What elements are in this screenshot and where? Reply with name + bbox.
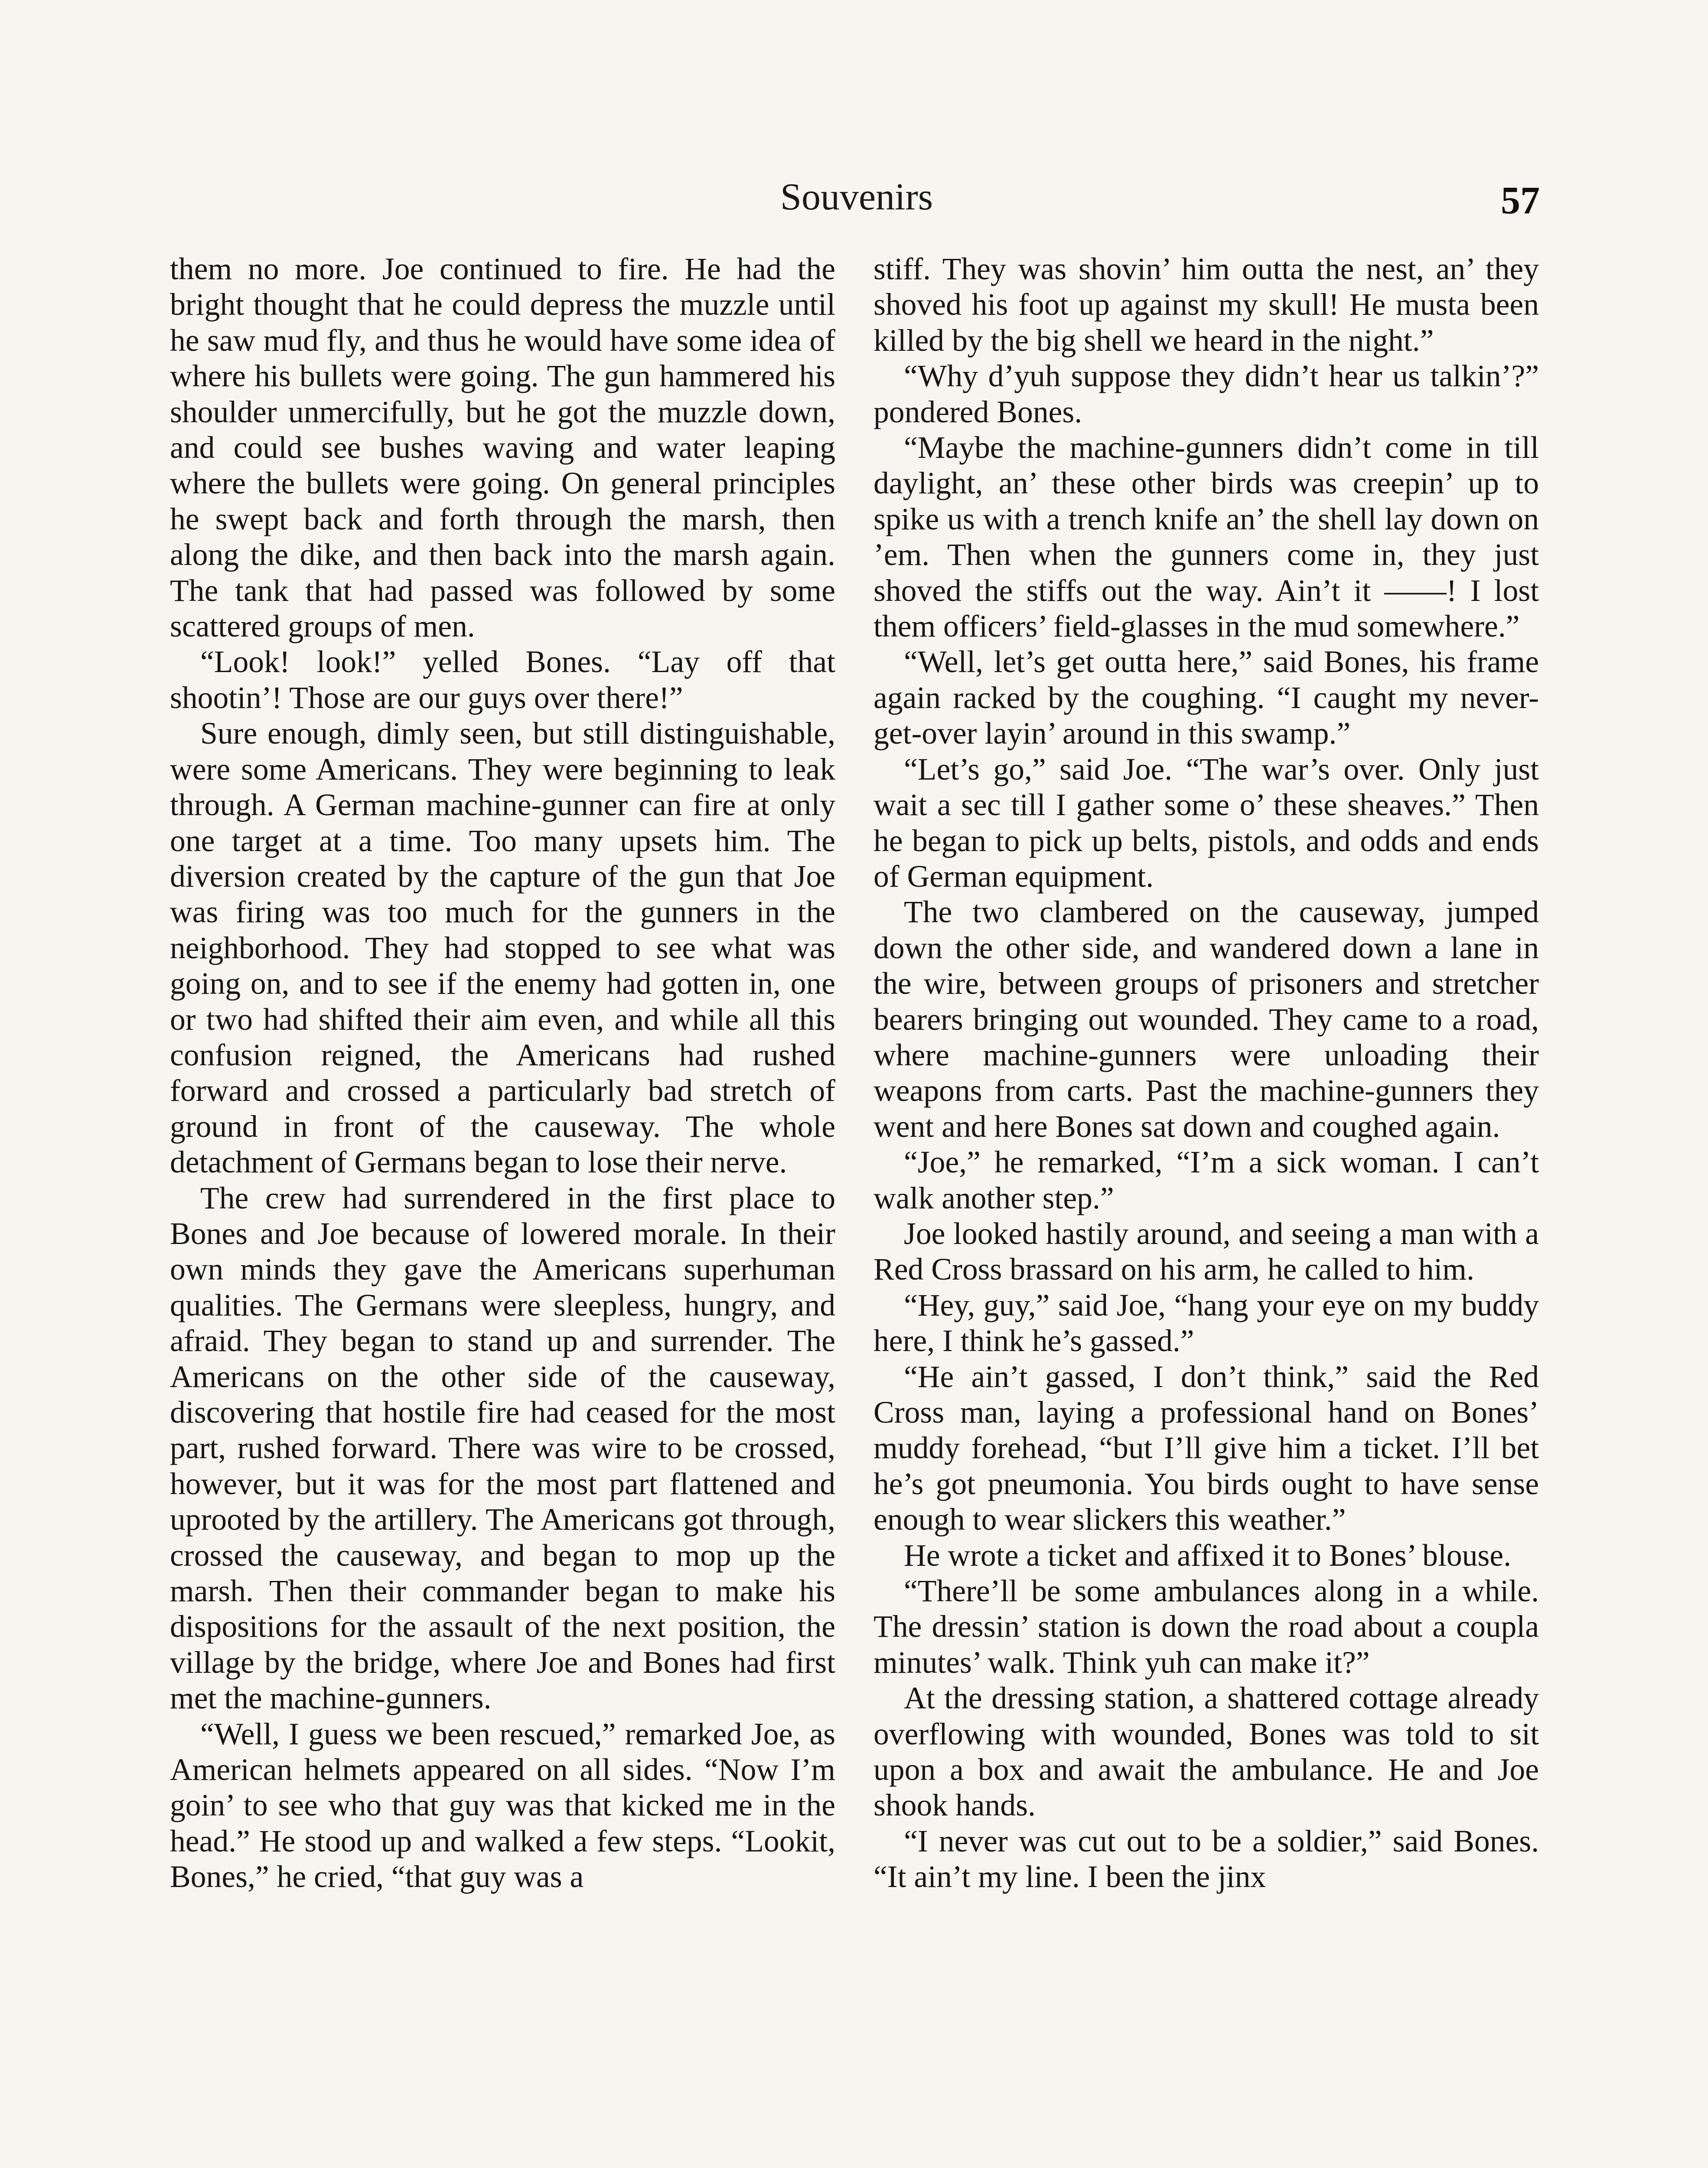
paragraph: “Why d’yuh suppose they didn’t hear us talkin’?” pondered Bones. <box>874 359 1539 429</box>
paragraph: At the dressing station, a shattered cottage already overflowing with wounded, Bones was told to sit upon a box and await the ambulance. He and Joe shook hands. <box>874 1681 1539 1823</box>
paragraph: Joe looked hastily around, and seeing a man with a Red Cross brassard on his arm, he called to him. <box>874 1216 1539 1287</box>
paragraph: them no more. Joe continued to fire. He had the bright thought that he could depress the muzzle until he saw mud fly, and thus he would have some idea of where his bullets were going. The gun hammered his shoulder unmercifully, but he got the muzzle down, and could see bushes waving and water leaping where the bullets were going. On general principles he swept back and forth through the marsh, then along the dike, and then back into the marsh again. The tank that had passed was followed by some scattered groups of men. <box>170 252 835 644</box>
paragraph: “Hey, guy,” said Joe, “hang your eye on my buddy here, I think he’s gassed.” <box>874 1288 1539 1358</box>
paragraph: “I never was cut out to be a soldier,” said Bones. “It ain’t my line. I been the jinx <box>874 1824 1539 1894</box>
paragraph: “Well, I guess we been rescued,” remarked Joe, as American helmets appeared on all sides. “Now I’m goin’ to see who that guy was that kicked me in the head.” He stood up and walked a few steps. “Lookit, Bones,” he cried, “that guy was a <box>170 1717 835 1894</box>
left-text-column <box>170 251 835 1895</box>
right-text-column <box>874 251 1539 1895</box>
paragraph: The crew had surrendered in the first place to Bones and Joe because of lowered morale. In their own minds they gave the Americans superhuman qualities. The Germans were sleepless, hungry, and afraid. They began to stand up and surrender. The Americans on the other side of the causeway, discovering that hostile fire had ceased for the most part, rushed forward. There was wire to be crossed, however, but it was for the most part flattened and uprooted by the artillery. The Americans got through, crossed the causeway, and began to mop up the marsh. Then their commander began to make his dispositions for the assault of the next position, the village by the bridge, where Joe and Bones had first met the machine-gunners. <box>170 1181 835 1716</box>
paragraph: stiff. They was shovin’ him outta the nest, an’ they shoved his foot up against my skull! He musta been killed by the big shell we heard in the night.” <box>874 252 1539 358</box>
paragraph: “Well, let’s get outta here,” said Bones, his frame again racked by the coughing. “I caught my never-get-over layin’ around in this swamp.” <box>874 645 1539 751</box>
paragraph: “Look! look!” yelled Bones. “Lay off that shootin’! Those are our guys over there!” <box>170 645 835 715</box>
paragraph: He wrote a ticket and affixed it to Bones’ blouse. <box>904 1538 1511 1573</box>
page-header <box>173 173 1540 234</box>
paragraph: “He ain’t gassed, I don’t think,” said the Red Cross man, laying a professional hand on Bones’ muddy forehead, “but I’ll give him a ticket. I’ll bet he’s got pneumonia. You birds ought to have sense enough to wear slickers this weather.” <box>874 1359 1539 1537</box>
paragraph: “Joe,” he remarked, “I’m a sick woman. I can’t walk another step.” <box>874 1145 1539 1215</box>
paragraph: “Let’s go,” said Joe. “The war’s over. Only just wait a sec till I gather some o’ these sheaves.” Then he began to pick up belts, pistols, and odds and ends of German equipment. <box>874 752 1539 894</box>
paragraph: Sure enough, dimly seen, but still distinguishable, were some Americans. They were beginning to leak through. A German machine-gunner can fire at only one target at a time. Too many upsets him. The diversion created by the capture of the gun that Joe was firing was too much for the gunners in the neighborhood. They had stopped to see what was going on, and to see if the enemy had gotten in, one or two had shifted their aim even, and while all this confusion reigned, the Americans had rushed forward and crossed a particularly bad stretch of ground in front of the causeway. The whole detachment of Germans began to lose their nerve. <box>170 716 835 1180</box>
page-number: 57 <box>1501 179 1540 222</box>
paragraph: “Maybe the machine-gunners didn’t come in till daylight, an’ these other birds was creepin’ up to spike us with a trench knife an’ the shell lay down on ’em. Then when the gunners come in, they just shoved the stiffs out the way. Ain’t it ——! I lost them officers’ field-glasses in the mud somewhere.” <box>874 431 1539 644</box>
paragraph: “There’ll be some ambulances along in a while. The dressin’ station is down the road about a coupla minutes’ walk. Think yuh can make it?” <box>874 1574 1539 1680</box>
running-title: Souvenirs <box>780 176 933 218</box>
paragraph: The two clambered on the causeway, jumped down the other side, and wandered down a lane in the wire, between groups of prisoners and stretcher bearers bringing out wounded. They came to a road, where machine-gunners were unloading their weapons from carts. Past the machine-gunners they went and here Bones sat down and coughed again. <box>874 895 1539 1144</box>
